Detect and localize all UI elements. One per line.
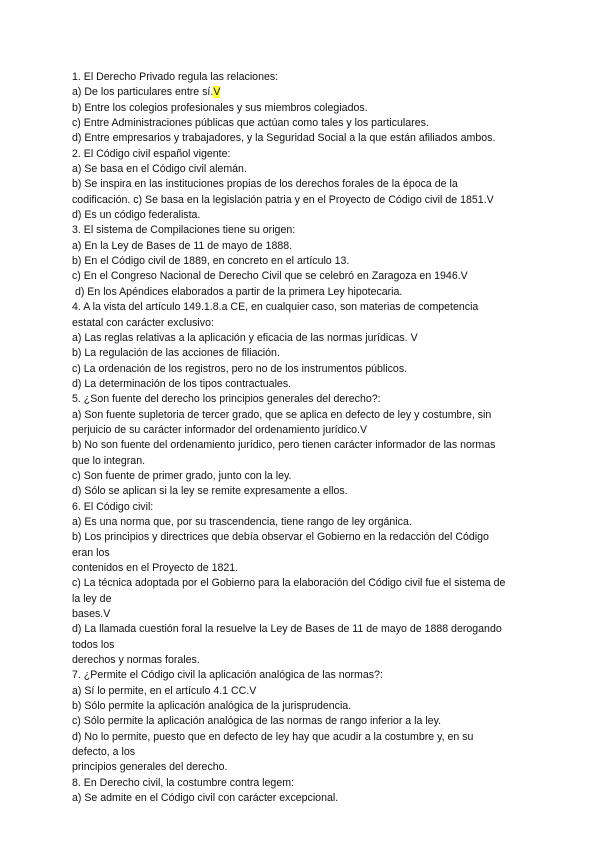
answer-highlight-mark: V bbox=[213, 86, 221, 99]
line-45: defecto, a los bbox=[72, 746, 136, 759]
line-23: a) Son fuente supletoria de tercer grado, que se aplica en defecto de ley y costumbre, sin bbox=[72, 408, 492, 421]
document-page bbox=[72, 70, 542, 807]
line-35: la ley de bbox=[72, 592, 112, 605]
line-46: principios generales del derecho. bbox=[72, 761, 228, 774]
line-43: c) Sólo permite la aplicación analógica de las normas de rango inferior a la ley. bbox=[72, 715, 442, 728]
line-14: c) En el Congreso Nacional de Derecho Civil que se celebró en Zaragoza en 1946.V bbox=[72, 270, 468, 283]
line-26: que lo integran. bbox=[72, 454, 146, 467]
line-34: c) La técnica adoptada por el Gobierno para la elaboración del Código civil fue el sistema de bbox=[72, 577, 506, 590]
line-5: d) Entre empresarios y trabajadores, y la Seguridad Social a la que están afiliados ambos. bbox=[72, 132, 496, 145]
line-36: bases.V bbox=[72, 608, 111, 621]
line-37: d) La llamada cuestión foral la resuelve la Ley de Bases de 11 de mayo de 1888 derogando bbox=[72, 623, 502, 636]
line-27: c) Son fuente de primer grado, junto con la ley. bbox=[72, 469, 292, 482]
line-41: a) Sí lo permite, en el artículo 4.1 CC.V bbox=[72, 684, 257, 697]
line-32: eran los bbox=[72, 546, 110, 559]
line-8: b) Se inspira en las instituciones propias de los derechos forales de la época de la bbox=[72, 178, 458, 191]
line-6: 2. El Código civil español vigente: bbox=[72, 147, 231, 160]
line-33: contenidos en el Proyecto de 1821. bbox=[72, 562, 239, 574]
line-29: 6. El Código civil: bbox=[72, 500, 154, 513]
line-25: b) No son fuente del ordenamiento jurídico, pero tienen carácter informador de las normas bbox=[72, 439, 496, 452]
line-16: 4. A la vista del artículo 149.1.8.a CE, en cualquier caso, son materias de competencia bbox=[72, 301, 479, 314]
line-10: d) Es un código federalista. bbox=[72, 209, 201, 222]
line-20: c) La ordenación de los registros, pero no de los instrumentos públicos. bbox=[72, 362, 408, 375]
line-28: d) Sólo se aplican si la ley se remite expresamente a ellos. bbox=[72, 485, 348, 498]
line-4: c) Entre Administraciones públicas que actúan como tales y los particulares. bbox=[72, 117, 429, 130]
line-17: estatal con carácter exclusivo: bbox=[72, 316, 214, 329]
line-48: a) Se admite en el Código civil con carácter excepcional. bbox=[72, 792, 339, 805]
line-40: 7. ¿Permite el Código civil la aplicación analógica de las normas?: bbox=[72, 669, 383, 682]
line-11: 3. El sistema de Compilaciones tiene su origen: bbox=[72, 224, 296, 237]
line-3: b) Entre los colegios profesionales y sus miembros colegiados. bbox=[72, 101, 368, 114]
line-39: derechos y normas forales. bbox=[72, 654, 200, 667]
line-12: a) En la Ley de Bases de 11 de mayo de 1888. bbox=[72, 239, 293, 252]
line-21: d) La determinación de los tipos contractuales. bbox=[72, 377, 292, 390]
line-30: a) Es una norma que, por su trascendencia, tiene rango de ley orgánica. bbox=[72, 515, 412, 528]
line-31: b) Los principios y directrices que debía observar el Gobierno en la redacción del Código bbox=[72, 531, 489, 544]
line-2 bbox=[72, 85, 542, 100]
line-9: codificación. c) Se basa en la legislación patria y en el Proyecto de Código civil de 1851.V bbox=[72, 193, 494, 206]
line-22: 5. ¿Son fuente del derecho los principios generales del derecho?: bbox=[72, 393, 381, 406]
line-15: d) En los Apéndices elaborados a partir de la primera Ley hipotecaria. bbox=[72, 285, 403, 298]
line-2-text: a) De los particulares entre sí. bbox=[72, 86, 214, 99]
line-44: d) No lo permite, puesto que en defecto de ley hay que acudir a la costumbre y, en su bbox=[72, 730, 474, 743]
line-47: 8. En Derecho civil, la costumbre contra legem: bbox=[72, 776, 294, 789]
line-13: b) En el Código civil de 1889, en concreto en el artículo 13. bbox=[72, 255, 350, 268]
line-38: todos los bbox=[72, 638, 115, 651]
line-7: a) Se basa en el Código civil alemán. bbox=[72, 163, 247, 176]
line-18: a) Las reglas relativas a la aplicación y eficacia de las normas jurídicas. V bbox=[72, 331, 418, 344]
line-42: b) Sólo permite la aplicación analógica de la jurisprudencia. bbox=[72, 700, 352, 713]
line-1: 1. El Derecho Privado regula las relaciones: bbox=[72, 71, 279, 83]
line-24: perjuicio de su carácter informador del ordenamiento jurídico.V bbox=[72, 423, 368, 436]
line-19: b) La regulación de las acciones de filiación. bbox=[72, 347, 280, 360]
